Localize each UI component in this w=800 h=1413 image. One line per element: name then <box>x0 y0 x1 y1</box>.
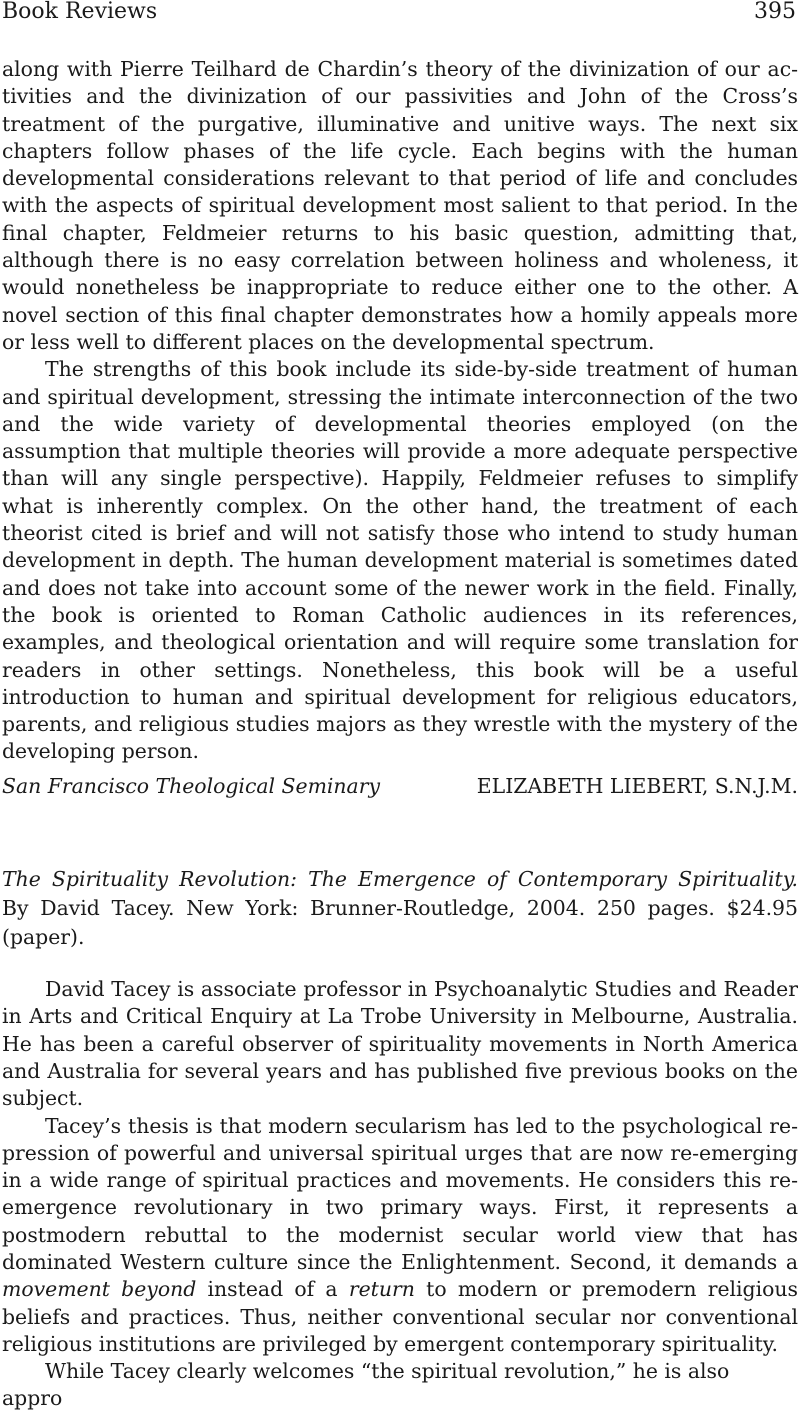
emphasis-movement-beyond: movement beyond <box>2 1277 197 1302</box>
section-title: Book Reviews <box>2 0 158 24</box>
review1-paragraph-1: along with Pierre Teilhard de Chardin’s theory of the divinization of our activities and the divinization of our passivities and John of the Cross’s treatment of the purgative, illuminative and unitive ways. The next six chapters follow phases of the life cycle. Each begins with the human developmental considerations relevant to that period of life and concludes with the aspects of spiritual development most salient to that period. In the final chapter, Feldmeier returns to his basic question, admitting that, although there is no easy correlation between holiness and wholeness, it would nonetheless be inappropriate to reduce either one to the other. A novel section of this final chapter demonstrates how a homily appeals more or less well to different places on the developmental spectrum. <box>2 57 798 354</box>
review2-paragraph-3: While Tacey clearly welcomes “the spiritual revolution,” he is also appro <box>2 1359 730 1411</box>
review2-paragraph-1: David Tacey is associate professor in Psychoanalytic Studies and Reader in Arts and Critical Enquiry at La Trobe University in Melbourne, Australia. He has been a careful observer of spirituality movements in North America and Australia for several years and has published five previous books on the subject. <box>2 977 798 1111</box>
book-bibliographic-info: By David Tacey. New York: Brunner-Routledge, 2004. 250 pages. $24.95 (paper). <box>2 896 798 950</box>
review2-paragraph-2-text-1: Tacey’s thesis is that modern secularism has led to the psychological repression of powerful and universal spiritual urges that are now re-emerging in a wide range of spiritual practices and movements. He considers this reemergence revolutionary in two primary ways. First, it represents a postmodern rebuttal to the modernist secular world view that has dominated Western culture since the Enlightenment. Second, it demands a <box>2 1113 798 1274</box>
reviewer-signature <box>2 773 798 800</box>
page <box>2 0 798 1413</box>
review2-heading <box>2 865 798 952</box>
reviewer-name: ELIZABETH LIEBERT, S.N.J.M. <box>476 773 798 798</box>
emphasis-return: return <box>348 1277 415 1302</box>
review1-paragraph-2: The strengths of this book include its side-by-side treatment of human and spiritual development, stressing the intimate interconnection of the two and the wide variety of developmental theories employed (on the assumption that multiple theories will provide a more adequate perspective than will any single perspective). Happily, Feldmeier refuses to simplify what is inherently complex. On the other hand, the treatment of each theorist cited is brief and will not satisfy those who intend to study human development in depth. The human development material is sometimes dated and does not take into account some of the newer work in the field. Finally, the book is oriented to Roman Catholic audiences in its references, examples, and theological orientation and will require some translation for readers in other settings. Nonetheless, this book will be a useful introduction to human and spiritual development for religious educators, parents, and religious studies majors as they wrestle with the mystery of the developing person. <box>2 357 798 764</box>
page-number: 395 <box>754 0 796 24</box>
review2-paragraph-2 <box>2 1113 798 1359</box>
review2-paragraph-2-text-2: instead of a <box>196 1277 349 1302</box>
review2-paragraph-2-text-3: to modern or premodern religious beliefs and practices. Thus, neither conventional secular nor conventional religious institutions are privileged by emergent contemporary spirituality. <box>2 1277 798 1356</box>
reviewer-institution: San Francisco Theological Seminary <box>2 773 380 798</box>
book-title: The Spirituality Revolution: The Emergence of Contemporary Spirituality. <box>2 867 798 892</box>
running-head <box>2 0 798 24</box>
